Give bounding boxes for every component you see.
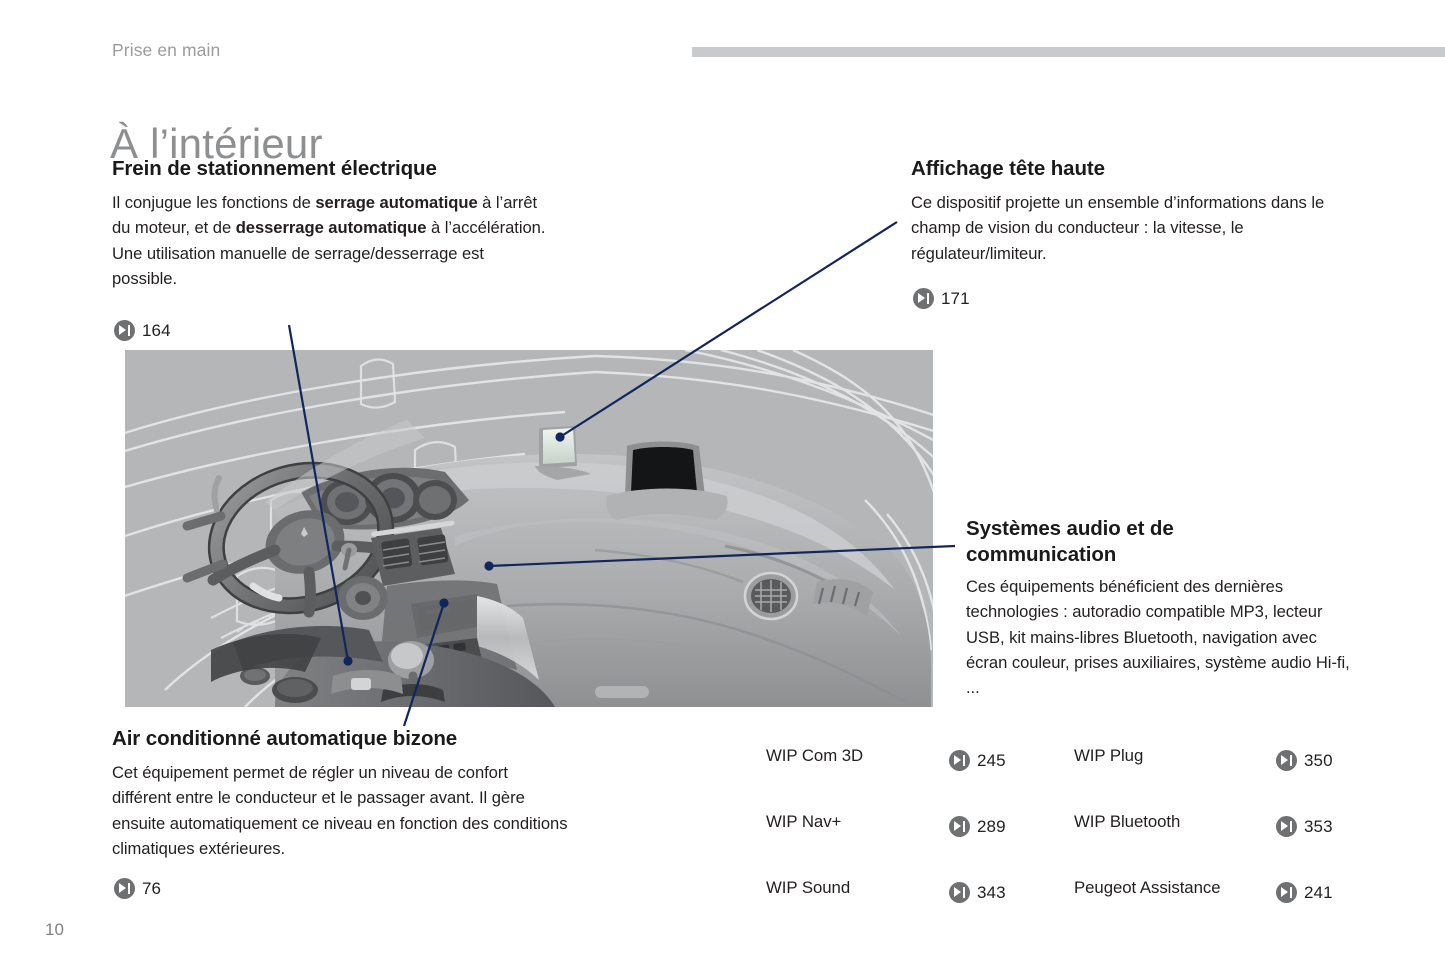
wip-label: WIP Nav+ [766,812,842,831]
page-reference-air-conditioning[interactable] [114,878,161,899]
wip-name-cell [1074,746,1143,766]
skip-forward-icon [949,882,970,903]
section-heading-parking-brake: Frein de stationnement électrique [112,157,437,180]
page-reference-number: 353 [1304,816,1333,836]
wip-label: WIP Bluetooth [1074,812,1181,831]
page-reference-number: 164 [142,320,171,340]
pb-text-3: à l’accélération. [426,218,546,238]
section-heading-head-up-display: Affichage tête haute [911,157,1105,180]
section-body-audio-communication: Ces équipements bénéficient des dernières technologies : autoradio compatible MP3, lecteur USB, kit mains-libres Bluetooth, navigation avec écran couleur, prises auxiliaires, système audio Hi-fi, ... [966,577,1350,698]
page-reference-wip-sound[interactable] [949,882,1006,903]
section-body-head-up-display: Ce dispositif projette un ensemble d’informations dans le champ de vision du conducteur : la vitesse, le régulateur/limiteur. [911,193,1325,263]
page-title: À l’intérieur [110,120,323,168]
pb-text-1: Il conjugue les fonctions de [112,193,316,212]
skip-forward-icon [949,816,970,837]
skip-forward-icon [913,288,934,309]
pb-bold-1: serrage automatique [315,193,478,212]
skip-forward-icon [114,320,135,341]
wip-name-cell [1074,878,1221,898]
pb-bold-2: desserrage automatique [235,218,427,238]
page-reference-head-up-display[interactable] [913,288,970,309]
section-body-parking-brake [112,190,552,291]
audio-heading-line-2: communication [966,543,1117,566]
section-body-air-conditioning: Cet équipement permet de régler un niveau de confort différent entre le conducteur et le passager avant. Il gère ensuite automatiquement ce niveau en fonction des conditions climatiques extérieures. [112,763,568,858]
page-reference-wip-nav-plus[interactable] [949,816,1006,837]
table-row [766,804,1366,870]
section-heading-air-conditioning: Air conditionné automatique bizone [112,727,458,750]
wip-name-cell [766,812,841,832]
skip-forward-icon [1276,750,1297,771]
running-head: Prise en main [112,40,221,60]
pb-text-2: à l’arrêt du moteur, et de [112,193,538,238]
page-reference-number: 245 [977,750,1006,770]
page-reference-number: 289 [977,816,1006,836]
skip-forward-icon [1276,882,1297,903]
wip-label: Peugeot Assistance [1074,878,1221,897]
page-reference-number: 171 [941,288,970,308]
page-reference-number: 76 [142,878,162,898]
table-row [766,870,1366,936]
page-reference-number: 350 [1304,750,1333,770]
page-number: 10 [45,920,64,939]
page-reference-wip-plug[interactable] [1276,750,1333,771]
wip-name-cell [766,878,850,898]
pb-text-4: Une utilisation manuelle de serrage/desserrage est possible. [112,243,484,288]
page-reference-wip-com-3d[interactable] [949,750,1006,771]
page-reference-parking-brake[interactable] [114,320,171,341]
page-reference-number: 343 [977,882,1006,902]
section-heading-audio-communication [966,516,1286,568]
car-interior-illustration [125,350,933,707]
header-rule [692,47,1445,57]
page-reference-peugeot-assistance[interactable] [1276,882,1333,903]
skip-forward-icon [114,878,135,899]
table-row [766,738,1366,804]
wip-name-cell [766,746,863,766]
page-reference-wip-bluetooth[interactable] [1276,816,1333,837]
audio-heading-line-1: Systèmes audio et de [966,517,1174,540]
wip-label: WIP Plug [1074,746,1144,765]
page-reference-number: 241 [1304,882,1333,902]
wip-name-cell [1074,812,1180,832]
system-page-reference-table [766,738,1366,936]
wip-label: WIP Com 3D [766,746,864,765]
skip-forward-icon [949,750,970,771]
skip-forward-icon [1276,816,1297,837]
wip-label: WIP Sound [766,878,851,897]
